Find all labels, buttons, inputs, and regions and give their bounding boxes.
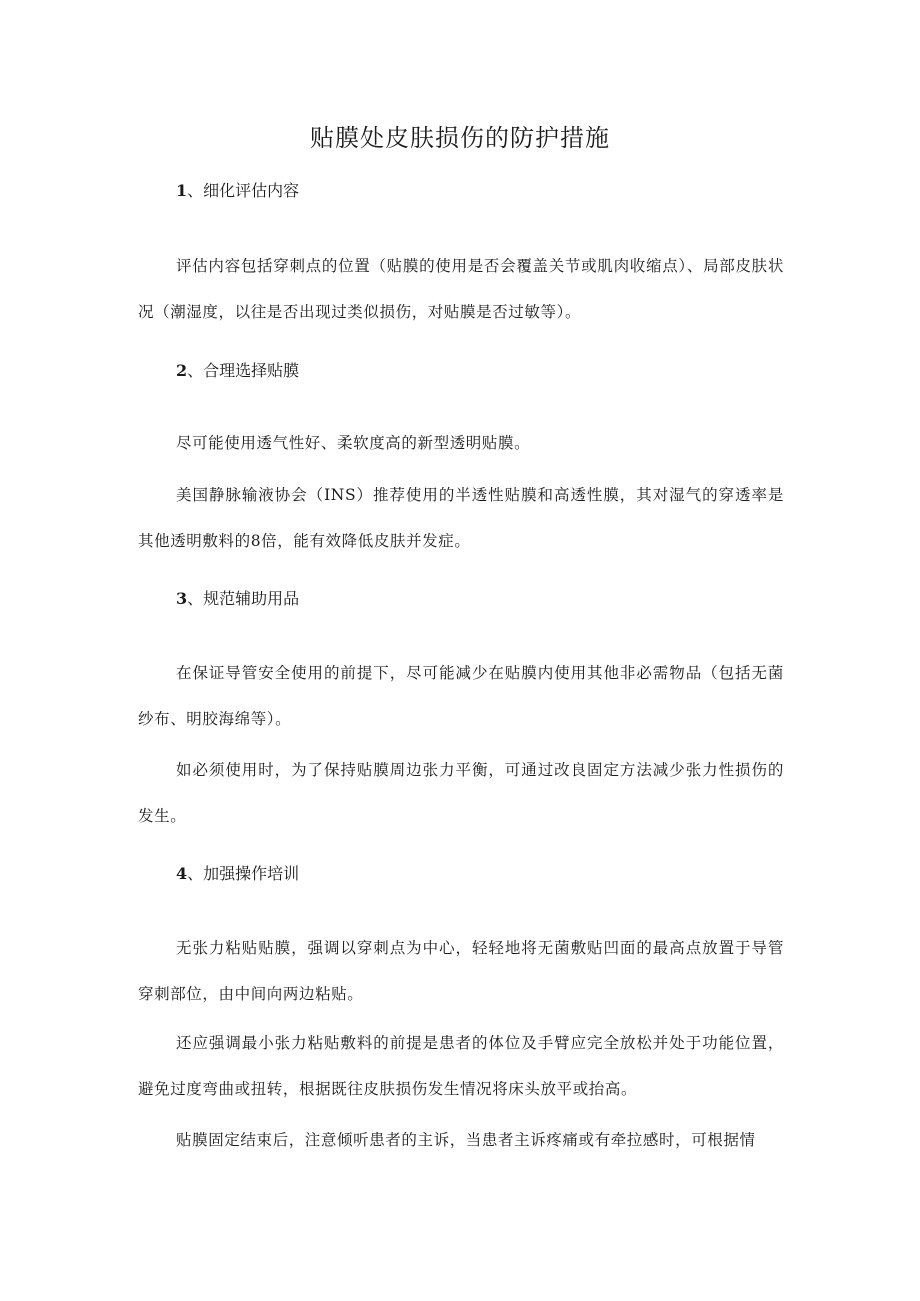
section-number: 3 (176, 589, 188, 608)
section-heading-1 (176, 178, 299, 201)
paragraph: 还应强调最小张力粘贴敷料的前提是患者的体位及手臂应完全放松并处于功能位置，避免过度弯曲或扭转，根据既往皮肤损伤发生情况将床头放平或抬高。 (138, 1034, 784, 1098)
paragraph: 贴膜固定结束后，注意倾听患者的主诉，当患者主诉疼痛或有牵拉感时，可根据情 (176, 1131, 756, 1149)
section-heading-text: 、规范辅助用品 (187, 589, 300, 608)
section-heading-text: 、合理选择贴膜 (187, 361, 300, 380)
paragraph: 尽可能使用透气性好、柔软度高的新型透明贴膜。 (176, 434, 531, 452)
paragraph: 在保证导管安全使用的前提下，尽可能减少在贴膜内使用其他非必需物品（包括无菌纱布、明胶海绵等）。 (138, 664, 784, 728)
section-number: 1 (176, 181, 188, 200)
paragraph: 无张力粘贴贴膜，强调以穿刺点为中心，轻轻地将无菌敷贴凹面的最高点放置于导管穿刺部位，由中间向两边粘贴。 (138, 939, 784, 1003)
paragraph: 评估内容包括穿刺点的位置（贴膜的使用是否会覆盖关节或肌肉收缩点）、局部皮肤状况（潮湿度，以往是否出现过类似损伤，对贴膜是否过敏等）。 (138, 257, 784, 321)
paragraph: 如必须使用时，为了保持贴膜周边张力平衡，可通过改良固定方法减少张力性损伤的发生。 (138, 761, 784, 825)
section-number: 2 (176, 361, 188, 380)
section-heading-text: 、细化评估内容 (187, 181, 300, 200)
section-heading-4 (176, 861, 299, 884)
section-number: 4 (176, 864, 188, 883)
document-title: 贴膜处皮肤损伤的防护措施 (310, 124, 610, 152)
section-heading-2 (176, 358, 299, 381)
paragraph: 美国静脉输液协会（INS）推荐使用的半透性贴膜和高透性膜，其对湿气的穿透率是其他透明敷料的8倍，能有效降低皮肤并发症。 (138, 486, 784, 550)
section-heading-3 (176, 586, 299, 609)
section-heading-text: 、加强操作培训 (187, 864, 300, 883)
